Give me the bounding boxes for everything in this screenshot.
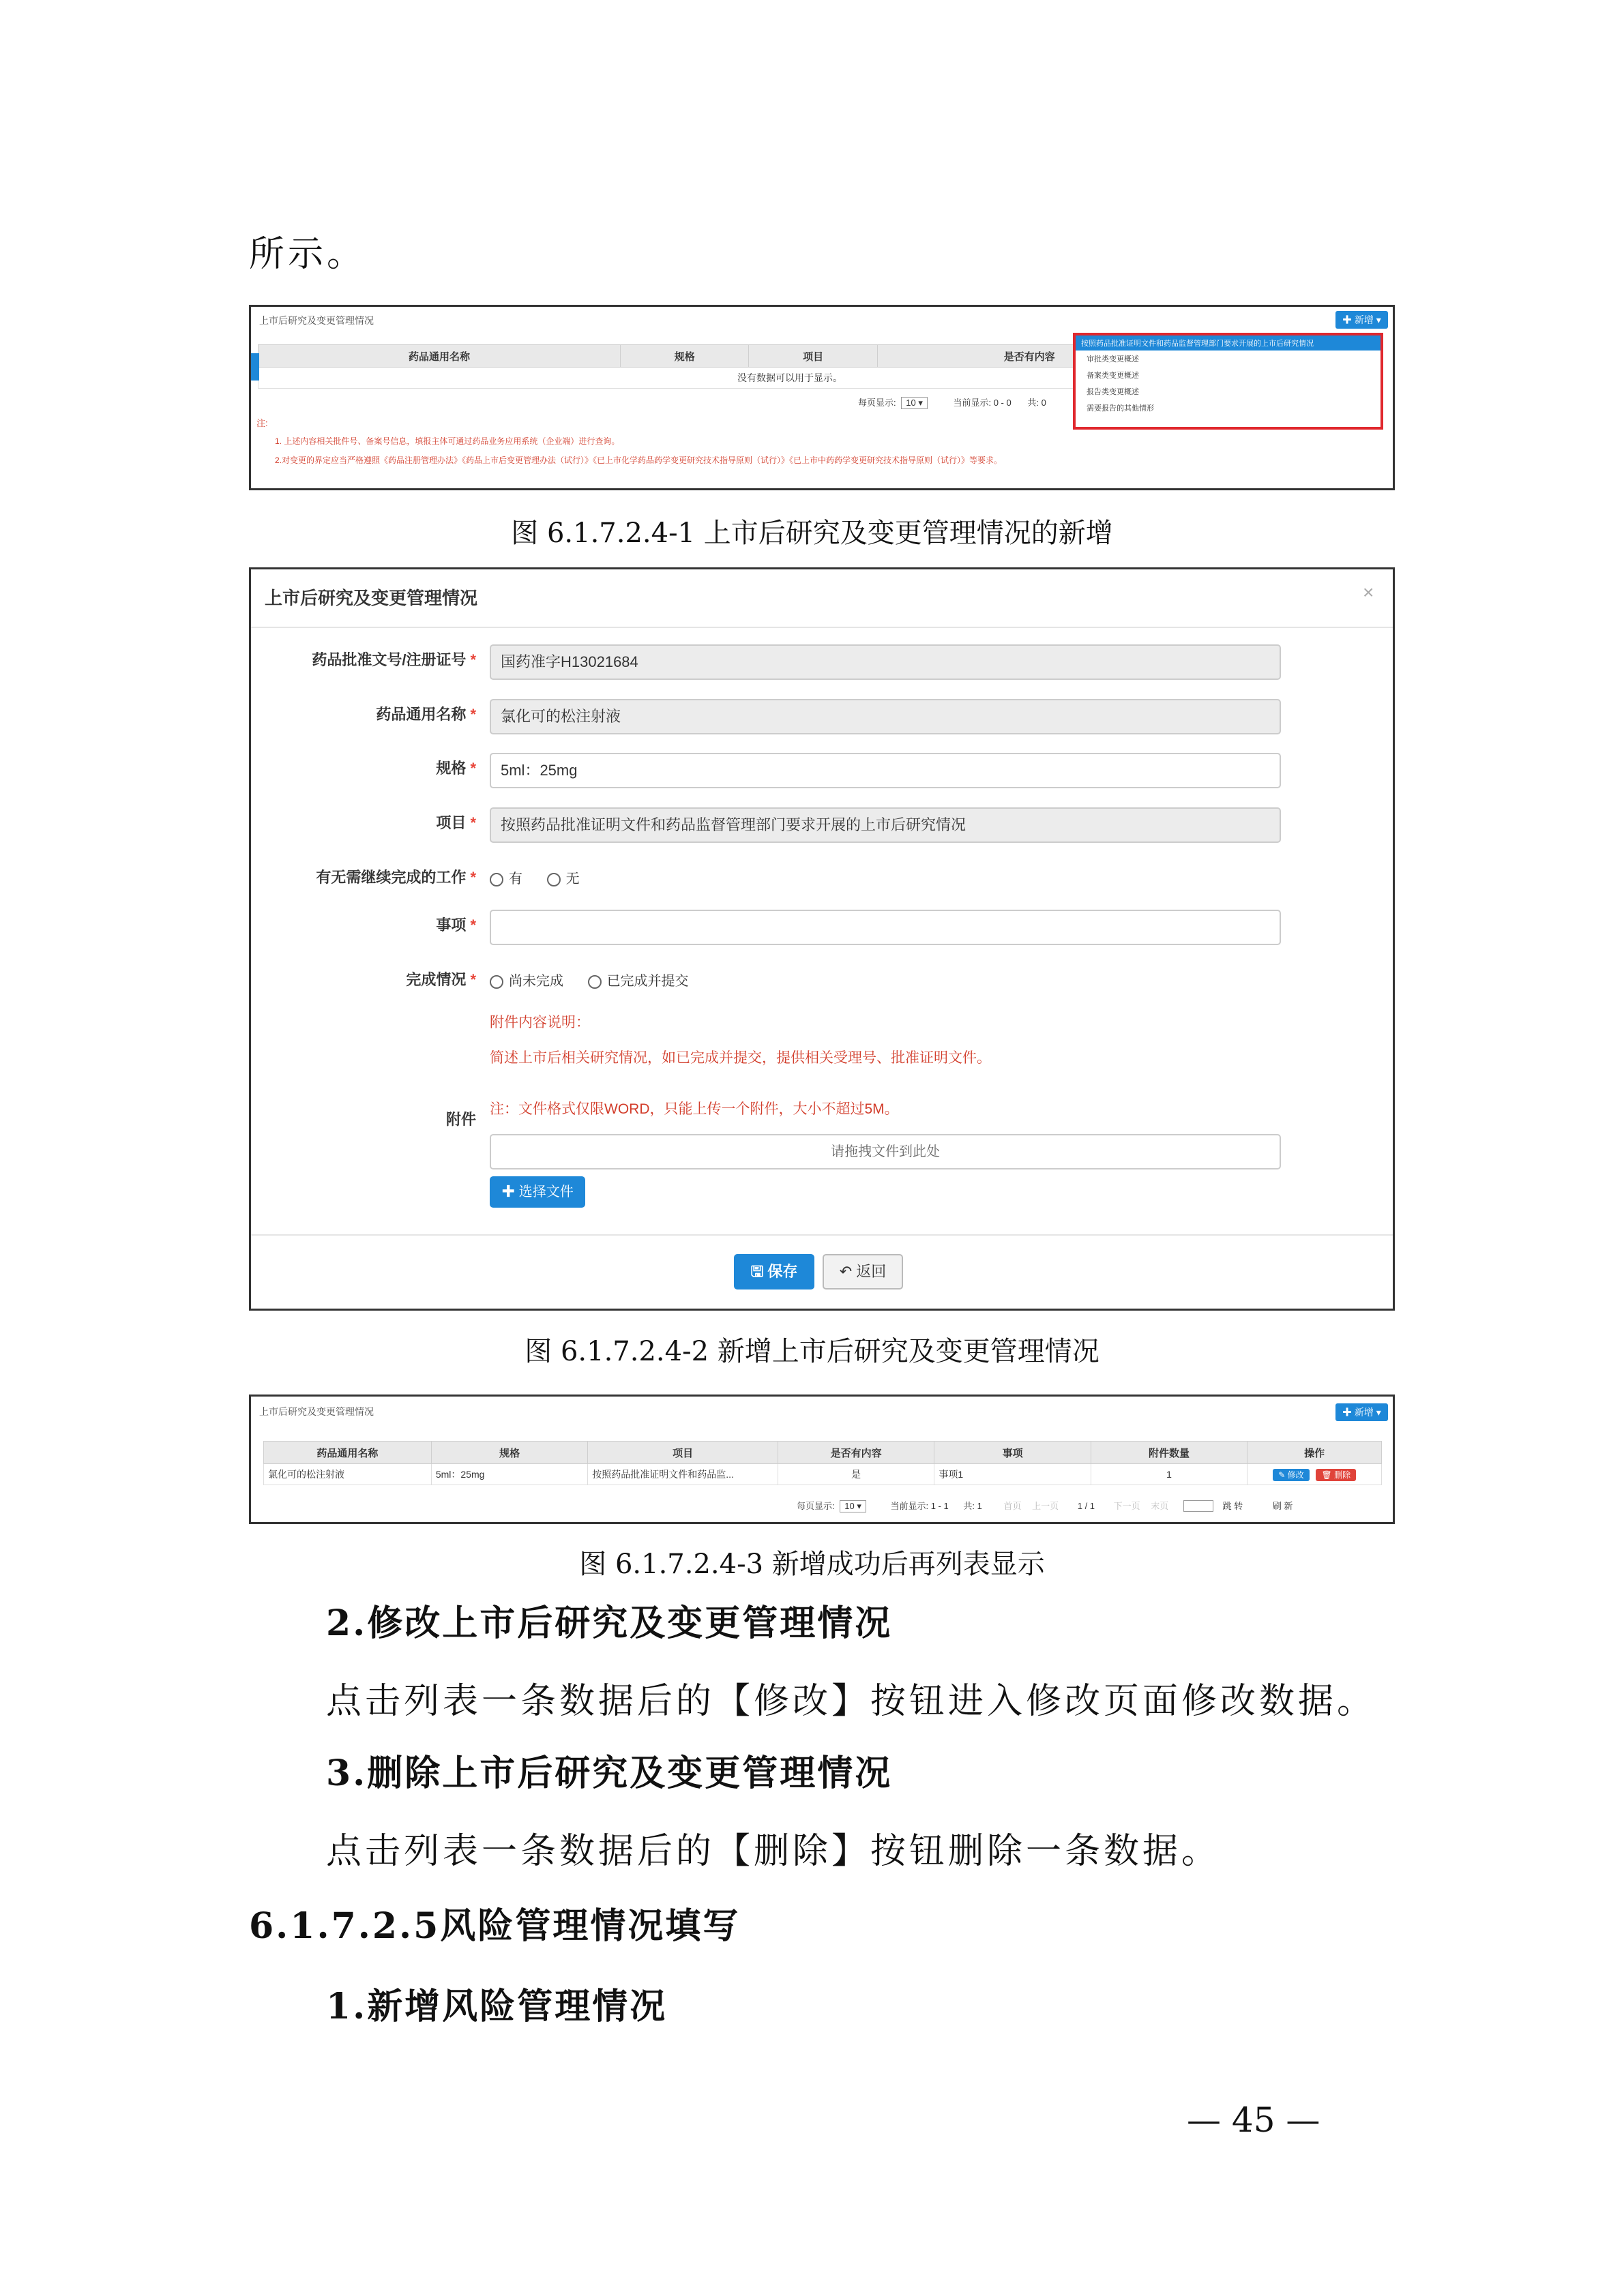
radio-incomplete-label: 尚未完成 [509,974,563,989]
save-button[interactable]: 🖫 保存 [734,1254,814,1289]
col-item-2: 项目 [588,1442,778,1464]
page-number: — 45 — [1187,2100,1320,2140]
current-display-2: 当前显示: 1 - 1 [890,1501,949,1511]
cell-actions [1247,1464,1382,1485]
figure2-caption: 图 6.1.7.2.4-2 新增上市后研究及变更管理情况 [525,1336,1099,1367]
back-icon: ↶ [839,1263,857,1280]
new-dropdown-menu [1073,333,1383,430]
pager-2 [797,1499,1293,1512]
edit-section-heading: 2.修改上市后研究及变更管理情况 [326,1602,893,1644]
risk-section-heading: 6.1.7.2.5风险管理情况填写 [249,1905,741,1947]
radio-yes[interactable] [490,873,503,886]
attach-note: 注：文件格式仅限WORD，只能上传一个附件，大小不超过5M。 [490,1101,899,1117]
first-page-button[interactable]: 首页 [1003,1501,1022,1511]
dropdown-item-report[interactable]: 报告类变更概述 [1087,388,1139,396]
scroll-tab [251,353,259,381]
dropdown-item-approval[interactable]: 审批类变更概述 [1087,355,1139,363]
col-item: 项目 [749,345,877,368]
cell-name: 氯化可的松注射液 [264,1464,432,1485]
delete-button[interactable]: 🗑 删除 [1316,1469,1356,1481]
new-button[interactable]: ✚ 新增 ▾ [1335,311,1388,329]
cell-attach-count: 1 [1091,1464,1247,1485]
matter-label: 事项 * [436,916,476,934]
dropdown-item-research[interactable]: 按照药品批准证明文件和药品监督管理部门要求开展的上市后研究情况 [1076,336,1381,351]
prev-page-button[interactable]: 上一页 [1032,1501,1059,1511]
approval-number-label: 药品批准文号/注册证号 * [312,651,476,668]
total-count: 共: 0 [1027,398,1046,408]
delete-section-heading: 3.删除上市后研究及变更管理情况 [326,1753,893,1794]
cell-spec: 5ml：25mg [431,1464,587,1485]
dialog-title: 上市后研究及变更管理情况 [265,588,478,608]
matter-input[interactable] [490,910,1281,945]
figure2-dialog [249,567,1395,1311]
approval-number-input[interactable]: 国药准字H13021684 [490,644,1281,680]
status-label: 完成情况 * [406,971,476,988]
refresh-button[interactable]: 刷 新 [1272,1501,1293,1511]
result-table-wrap [263,1441,1382,1485]
attach-label: 附件 [445,1111,476,1128]
note-1: 1. 上述内容相关批件号、备案号信息，填报主体可通过药品业务应用系统（企业端）进行查询。 [275,436,620,446]
back-button[interactable]: ↶ 返回 [823,1254,903,1289]
trash-icon: 🗑 [1321,1470,1335,1480]
table-row [264,1464,1382,1485]
continue-work-label: 有无需继续完成的工作 * [316,869,476,886]
drop-zone[interactable]: 请拖拽文件到此处 [490,1134,1281,1169]
current-display: 当前显示: 0 - 0 [953,398,1012,408]
radio-no[interactable] [547,873,561,886]
radio-yes-label: 有 [509,871,522,886]
next-page-button[interactable]: 下一页 [1113,1501,1140,1511]
delete-section-text: 点击列表一条数据后的【删除】按钮删除一条数据。 [326,1831,1221,1872]
status-radios [490,970,689,989]
figure3-screenshot [249,1395,1395,1524]
edit-button[interactable]: ✎ 修改 [1273,1469,1309,1481]
new-button-2[interactable]: ✚ 新增 ▾ [1335,1403,1388,1421]
edit-icon: ✎ [1278,1470,1288,1480]
total-count-2: 共: 1 [963,1501,982,1511]
close-icon[interactable]: × [1363,582,1374,603]
radio-complete-label: 已完成并提交 [606,974,689,989]
jump-page-input[interactable] [1183,1500,1213,1512]
col-actions: 操作 [1247,1442,1382,1464]
jump-button[interactable]: 跳 转 [1222,1501,1243,1511]
dropdown-item-filing[interactable]: 备案类变更概述 [1087,372,1139,380]
continue-work-radios [490,867,580,887]
attach-desc-title: 附件内容说明： [490,1015,590,1030]
panel-title: 上市后研究及变更管理情况 [259,315,374,326]
col-matter-2: 事项 [934,1442,1091,1464]
radio-complete[interactable] [588,975,602,989]
cell-item: 按照药品批准证明文件和药品监... [588,1464,778,1485]
radio-incomplete[interactable] [490,975,503,989]
risk-subheading: 1.新增风险管理情况 [326,1986,668,2027]
col-name-2: 药品通用名称 [264,1442,432,1464]
intro-text: 所示。 [249,234,366,275]
last-page-button[interactable]: 末页 [1151,1501,1169,1511]
note-label: 注: [256,418,268,428]
col-spec: 规格 [620,345,748,368]
item-input[interactable]: 按照药品批准证明文件和药品监督管理部门要求开展的上市后研究情况 [490,807,1281,843]
col-spec-2: 规格 [431,1442,587,1464]
cell-has-content: 是 [778,1464,934,1485]
empty-message: 没有数据可以用于显示。 [259,368,1322,389]
panel-title-2: 上市后研究及变更管理情况 [259,1406,374,1417]
col-attach-count: 附件数量 [1091,1442,1247,1464]
result-table [263,1441,1382,1485]
dropdown-item-other[interactable]: 需要报告的其他情形 [1087,404,1154,413]
attach-desc-text: 简述上市后相关研究情况，如已完成并提交，提供相关受理号、批准证明文件。 [490,1050,991,1066]
cell-matter: 事项1 [934,1464,1091,1485]
figure3-caption: 图 6.1.7.2.4-3 新增成功后再列表显示 [579,1549,1045,1580]
header-divider [251,627,1393,628]
page-indicator: 1 / 1 [1077,1501,1095,1511]
per-page-label-2: 每页显示: [797,1501,835,1511]
per-page-select-2[interactable]: 10 ▾ [840,1500,866,1512]
pager [858,396,1046,409]
figure1-screenshot [249,305,1395,490]
spec-label: 规格 * [436,760,476,777]
drug-name-input[interactable]: 氯化可的松注射液 [490,699,1281,734]
save-icon: 🖫 [750,1263,768,1280]
edit-section-text: 点击列表一条数据后的【修改】按钮进入修改页面修改数据。 [326,1681,1376,1722]
item-label: 项目 * [436,814,476,831]
per-page-select[interactable]: 10 ▾ [901,397,928,409]
per-page-label: 每页显示: [858,398,896,408]
note-2: 2.对变更的界定应当严格遵照《药品注册管理办法》《药品上市后变更管理办法（试行）》《已上市化学药品药学变更研究技术指导原则（试行）》《已上市中药药学变更研究技术指导原则（试行）》等要求。 [275,456,1003,465]
radio-no-label: 无 [565,871,580,886]
choose-file-button[interactable]: ✚ 选择文件 [490,1176,585,1208]
footer-divider [251,1234,1393,1236]
spec-input[interactable]: 5ml：25mg [490,753,1281,788]
col-has-content-2: 是否有内容 [778,1442,934,1464]
drug-name-label: 药品通用名称 * [376,706,476,723]
figure1-caption: 图 6.1.7.2.4-1 上市后研究及变更管理情况的新增 [511,518,1113,549]
col-has-content: 是否有内容 [877,345,1181,368]
col-name: 药品通用名称 [259,345,621,368]
